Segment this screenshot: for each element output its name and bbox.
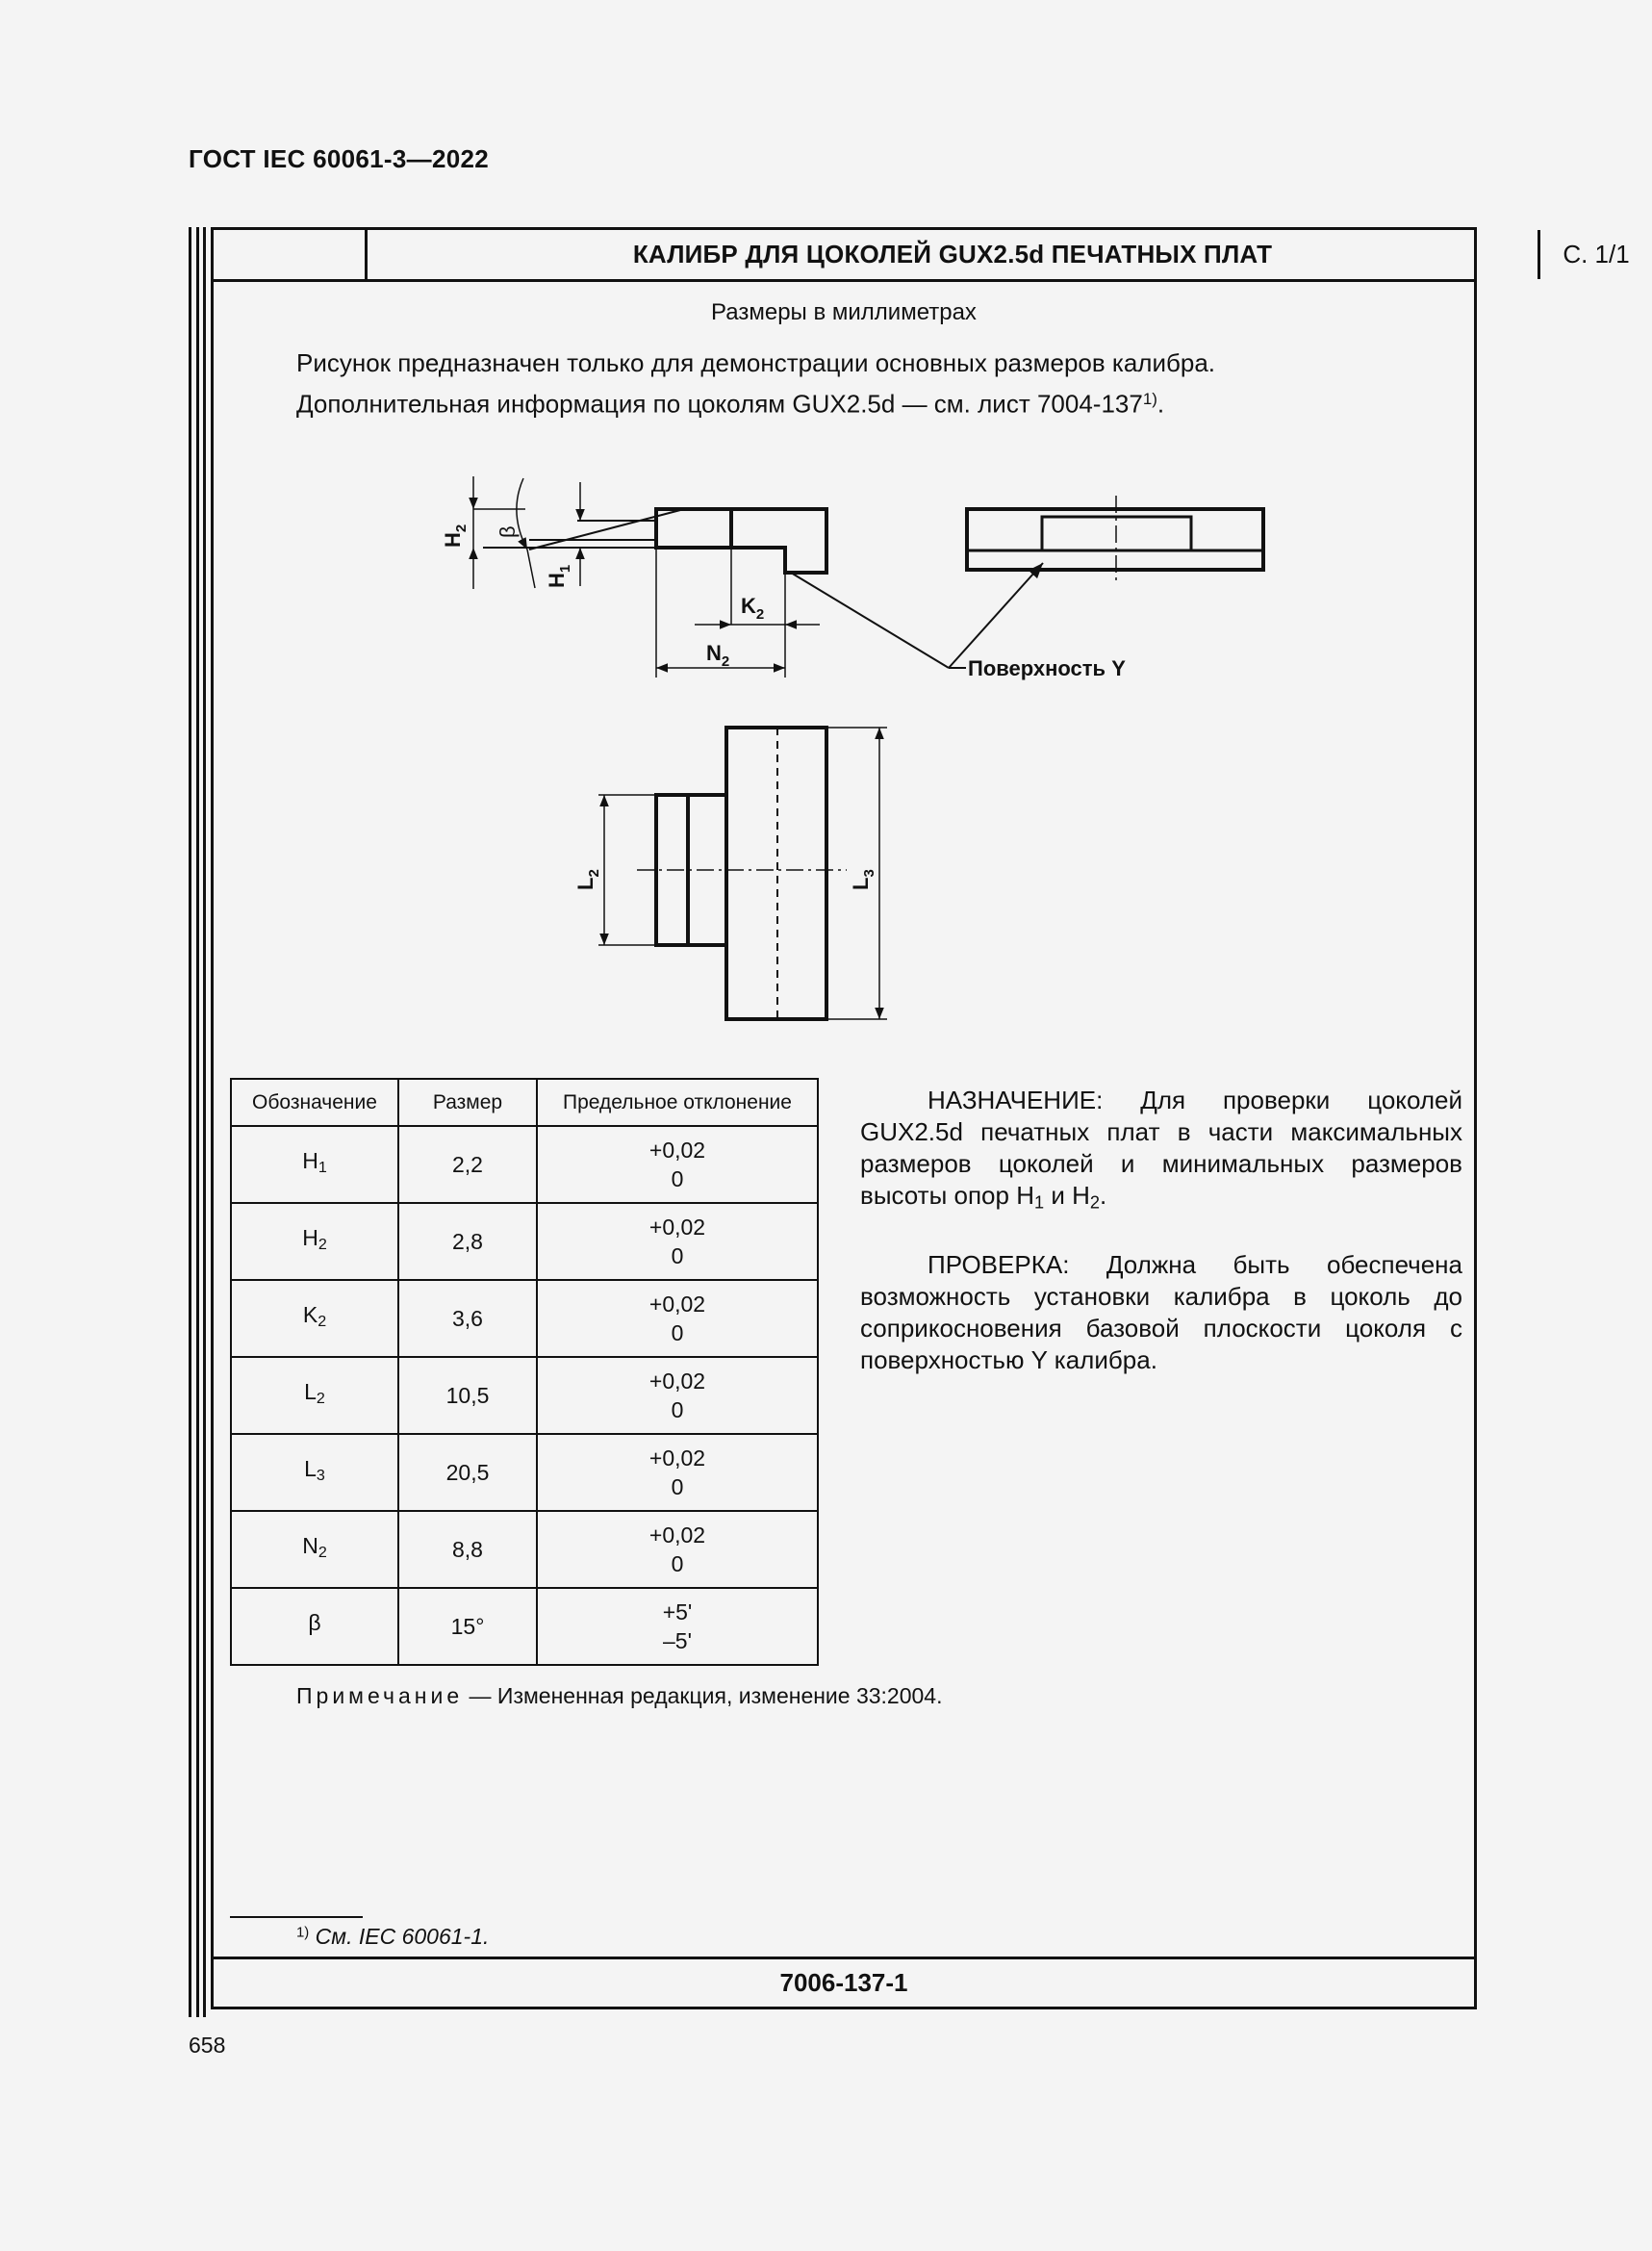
sheet-title: КАЛИБР ДЛЯ ЦОКОЛЕЙ GUX2.5d ПЕЧАТНЫХ ПЛАТ: [365, 230, 1540, 279]
cell-deviation: +0,02 0: [537, 1126, 818, 1203]
table-row: [231, 1434, 818, 1511]
sheet-number: С. 1/1: [1563, 240, 1630, 269]
cell-designation: $H_2$: [231, 1203, 398, 1280]
table-row: [231, 1357, 818, 1434]
cell-deviation: +0,02 0: [537, 1357, 818, 1434]
footnote: [296, 1924, 489, 1950]
units-note: Размеры в миллиметрах: [711, 299, 977, 325]
binding-bar-middle: [196, 227, 199, 2017]
footnote-ref: 1): [1142, 390, 1157, 408]
page-number: 658: [189, 2033, 226, 2058]
note-label: Примечание: [296, 1683, 464, 1708]
top-view: [598, 728, 887, 1019]
cell-deviation: +0,02 0: [537, 1203, 818, 1280]
footnote-text: См. IEC 60061-1.: [309, 1924, 490, 1949]
col-header-size: Размер: [398, 1079, 537, 1126]
cell-designation: $K_2$: [231, 1280, 398, 1357]
footnote-divider: [230, 1916, 363, 1918]
cell-size: 20,5: [398, 1434, 537, 1511]
check-paragraph: ПРОВЕРКА: Должна быть обеспечена возможность установки калибра в цоколь до соприкосновения базовой плоскости цоколя с поверхностью Y калибра.: [860, 1249, 1462, 1374]
label-beta: β: [496, 525, 520, 538]
table-row: [231, 1203, 818, 1280]
col-header-deviation: Предельное отклонение: [537, 1079, 818, 1126]
cell-size: 3,6: [398, 1280, 537, 1357]
table-row: [231, 1511, 818, 1588]
front-view: [967, 496, 1263, 584]
purpose-paragraph: НАЗНАЧЕНИЕ: Для проверки цоколей GUX2.5d печатных плат в части максимальных размеров цоколей и минимальных размеров высоты опор $H_1$ и $H_2$.: [860, 1086, 1462, 1213]
cell-size: 2,2: [398, 1126, 537, 1203]
purpose-text: [860, 1085, 1462, 1406]
gauge-drawing: [214, 230, 1474, 1058]
table-row: [231, 1588, 818, 1665]
label-k2: $K_2$: [741, 594, 765, 623]
footnote-mark: 1): [296, 1924, 310, 1941]
table-header-row: [231, 1079, 818, 1126]
label-h1: $H_1$: [545, 564, 573, 588]
label-l2: $L_2$: [573, 869, 602, 890]
table-row: [231, 1280, 818, 1357]
intro-line-2: Дополнительная информация по цоколям GUX2.5d — см. лист 7004-137$^{1)}$.: [296, 389, 1165, 419]
cell-designation: $N_2$: [231, 1511, 398, 1588]
label-surface-y: Поверхность Y: [968, 656, 1126, 680]
cell-size: 15°: [398, 1588, 537, 1665]
cell-size: 10,5: [398, 1357, 537, 1434]
binding-bar-inner: [203, 227, 206, 2017]
sheet-frame: [211, 227, 1630, 2009]
label-h2: $H_2$: [441, 524, 470, 548]
cell-deviation: +0,02 0: [537, 1280, 818, 1357]
label-n2: $N_2$: [706, 641, 730, 670]
cell-size: 8,8: [398, 1511, 537, 1588]
cell-designation: $L_2$: [231, 1357, 398, 1434]
cell-designation: $H_1$: [231, 1126, 398, 1203]
intro-line-1: Рисунок предназначен только для демонстрации основных размеров калибра.: [296, 348, 1216, 377]
sheet-code: 7006-137-1: [214, 1957, 1474, 2007]
note-text: — Измененная редакция, изменение 33:2004.: [463, 1683, 943, 1708]
binding-bar-outer: [189, 227, 191, 2017]
cell-size: 2,8: [398, 1203, 537, 1280]
cell-deviation: +0,02 0: [537, 1511, 818, 1588]
document-code: ГОСТ IEC 60061-3—2022: [189, 144, 489, 173]
cell-deviation: +0,02 0: [537, 1434, 818, 1511]
cell-deviation: +5' –5': [537, 1588, 818, 1665]
label-l3: $L_3$: [849, 869, 877, 890]
cell-designation: $L_3$: [231, 1434, 398, 1511]
table-row: [231, 1126, 818, 1203]
cell-designation: β: [231, 1588, 398, 1665]
dimensions-table: [230, 1078, 819, 1666]
col-header-designation: Обозначение: [231, 1079, 398, 1126]
note: [296, 1683, 943, 1709]
